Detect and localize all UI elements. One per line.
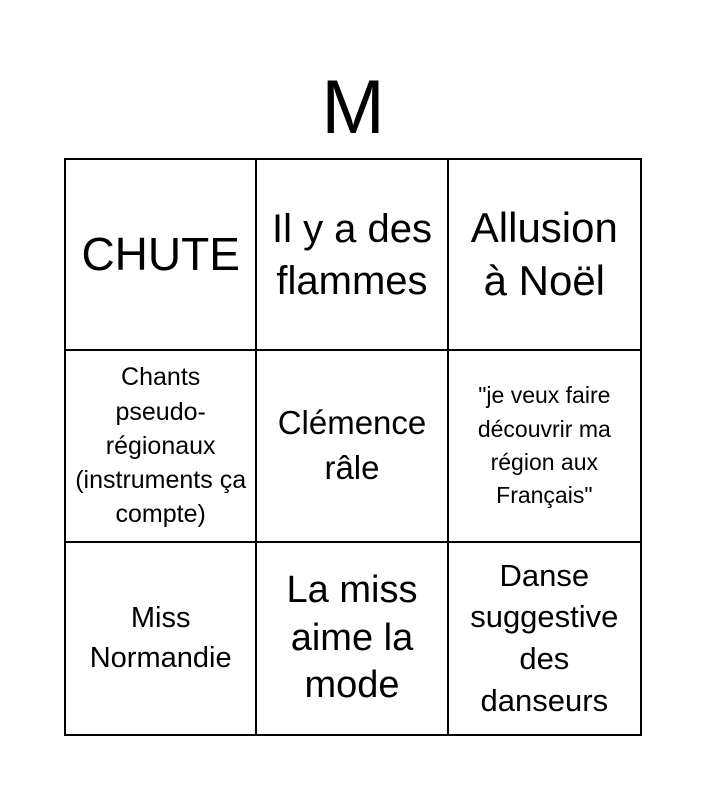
bingo-cell[interactable]: Chants pseudo-régionaux (instruments ça compte) xyxy=(66,351,257,542)
bingo-cell[interactable]: Miss Normandie xyxy=(66,543,257,734)
header-letter xyxy=(64,60,257,156)
bingo-header xyxy=(64,60,642,156)
bingo-cell[interactable]: "je veux faire découvrir ma région aux Français" xyxy=(449,351,640,542)
bingo-cell[interactable]: Allusion à Noël xyxy=(449,160,640,351)
header-letter: M xyxy=(321,65,385,150)
bingo-cell[interactable]: Il y a des flammes xyxy=(257,160,448,351)
bingo-cell[interactable]: CHUTE xyxy=(66,160,257,351)
bingo-cell[interactable]: Clémence râle xyxy=(257,351,448,542)
bingo-cell[interactable]: La miss aime la mode xyxy=(257,543,448,734)
bingo-board xyxy=(64,158,642,736)
bingo-cell[interactable]: Danse suggestive des danseurs xyxy=(470,557,619,719)
header-letter xyxy=(449,60,642,156)
